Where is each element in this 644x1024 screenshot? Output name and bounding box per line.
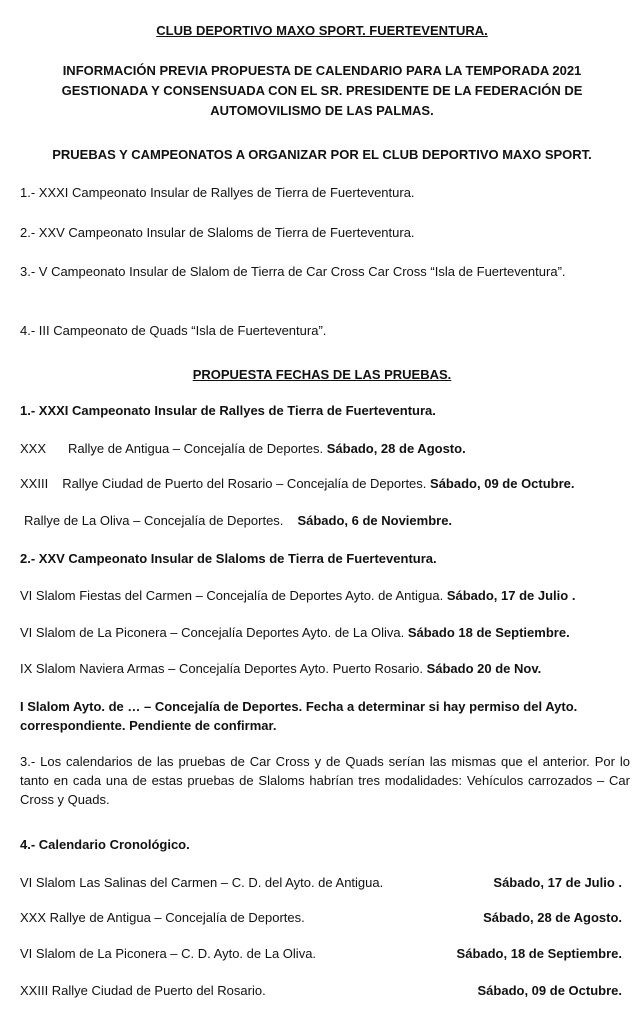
- event-date: Sábado, 28 de Agosto.: [326, 441, 466, 456]
- section-3-paragraph: 3.- Los calendarios de las pruebas de Car Cross y de Quads serían las mismas que el anterior. Por lo tanto en cada una de estas pruebas de Slaloms habrían tres modalidades: Vehículos carrozados – Car Cross y Quads.: [20, 754, 630, 807]
- row-text: VI Slalom de La Piconera – C. D. Ayto. de La Oliva.: [20, 946, 317, 961]
- section-4-heading: 4.- Calendario Cronológico.: [20, 837, 190, 852]
- intro-line-1: INFORMACIÓN PREVIA PROPUESTA DE CALENDARIO PARA LA TEMPORADA 2021: [62, 63, 582, 78]
- event-date: Sábado, 6 de Noviembre.: [297, 513, 453, 528]
- event-number: XXIII: [20, 476, 49, 491]
- event-text: VI Slalom de La Piconera – Concejalía Deportes Ayto. de La Oliva.: [20, 625, 405, 640]
- section-2-event-3: [20, 660, 630, 678]
- event-date: Sábado, 17 de Julio .: [446, 588, 576, 603]
- chronology-row-1: [20, 874, 630, 892]
- pending-slalom-line-2: correspondiente. Pendiente de confirmar.: [20, 718, 277, 733]
- event-number: XXX: [20, 441, 47, 456]
- row-date: Sábado, 17 de Julio .: [493, 875, 622, 890]
- event-text: IX Slalom Naviera Armas – Concejalía Deportes Ayto. Puerto Rosario.: [20, 661, 423, 676]
- event-text: Rallye Ciudad de Puerto del Rosario – Concejalía de Deportes.: [62, 476, 427, 491]
- event-date: Sábado 18 de Septiembre.: [407, 625, 570, 640]
- championship-4: 4.- III Campeonato de Quads “Isla de Fuerteventura”.: [20, 323, 327, 338]
- row-text: XXX Rallye de Antigua – Concejalía de Deportes.: [20, 910, 305, 925]
- section-1-event-3: [24, 512, 630, 530]
- chronology-row-4: [20, 982, 630, 1000]
- championship-3: 3.- V Campeonato Insular de Slalom de Tierra de Car Cross Car Cross “Isla de Fuerteventura”.: [20, 264, 566, 279]
- row-text: XXIII Rallye Ciudad de Puerto del Rosario.: [20, 983, 266, 998]
- championships-heading: PRUEBAS Y CAMPEONATOS A ORGANIZAR POR EL CLUB DEPORTIVO MAXO SPORT.: [52, 147, 592, 162]
- event-text: Rallye de Antigua – Concejalía de Deportes.: [68, 441, 324, 456]
- row-date: Sábado, 09 de Octubre.: [477, 983, 622, 998]
- championship-1: 1.- XXXI Campeonato Insular de Rallyes de Tierra de Fuerteventura.: [20, 185, 415, 200]
- row-text: VI Slalom Las Salinas del Carmen – C. D. del Ayto. de Antigua.: [20, 875, 384, 890]
- row-date: Sábado, 28 de Agosto.: [483, 910, 622, 925]
- event-date: Sábado, 09 de Octubre.: [430, 476, 575, 491]
- pending-slalom-line-1: I Slalom Ayto. de … – Concejalía de Deportes. Fecha a determinar si hay permiso del Ayto.: [20, 699, 578, 714]
- club-title: CLUB DEPORTIVO MAXO SPORT. FUERTEVENTURA.: [156, 23, 488, 38]
- section-2-event-1: [20, 587, 630, 605]
- event-text: VI Slalom Fiestas del Carmen – Concejalía de Deportes Ayto. de Antigua.: [20, 588, 444, 603]
- section-1-event-2: [20, 475, 630, 493]
- intro-line-2: GESTIONADA Y CONSENSUADA CON EL SR. PRESIDENTE DE LA FEDERACIÓN DE: [61, 83, 583, 98]
- row-date: Sábado, 18 de Septiembre.: [456, 946, 622, 961]
- intro-line-3: AUTOMOVILISMO DE LAS PALMAS.: [210, 103, 434, 118]
- dates-heading: PROPUESTA FECHAS DE LAS PRUEBAS.: [192, 367, 452, 382]
- event-date: Sábado 20 de Nov.: [426, 661, 542, 676]
- section-2-heading: 2.- XXV Campeonato Insular de Slaloms de Tierra de Fuerteventura.: [20, 551, 437, 566]
- section-2-event-2: [20, 624, 630, 642]
- section-1-event-1: [20, 440, 630, 458]
- chronology-row-2: [20, 909, 630, 927]
- championship-2: 2.- XXV Campeonato Insular de Slaloms de Tierra de Fuerteventura.: [20, 225, 415, 240]
- event-text: Rallye de La Oliva – Concejalía de Deportes.: [24, 513, 284, 528]
- chronology-row-3: [20, 945, 630, 963]
- section-1-heading: 1.- XXXI Campeonato Insular de Rallyes de Tierra de Fuerteventura.: [20, 403, 436, 418]
